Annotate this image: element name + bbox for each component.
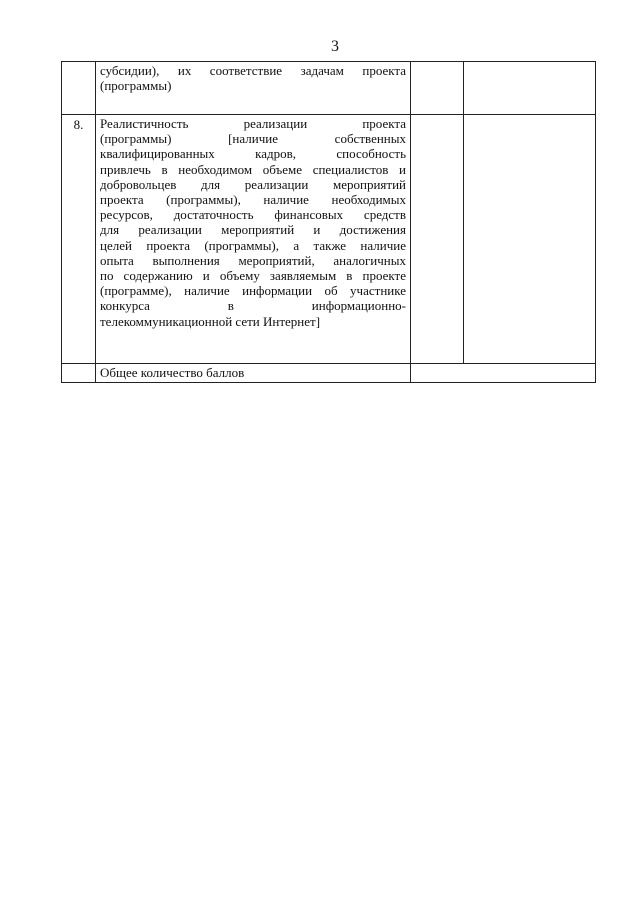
criterion-description-cell (96, 62, 411, 115)
criterion-text-line: ресурсов, достаточность финансовых средств (100, 207, 406, 223)
comment-cell (464, 115, 596, 364)
criterion-text-line: опыта выполнения мероприятий, аналогичных (100, 252, 406, 268)
table-row-8 (62, 115, 596, 364)
criterion-text-line: (программы) [наличие собственных (100, 131, 406, 147)
total-label-cell (96, 364, 411, 383)
criterion-text-line: добровольцев для реализации мероприятий (100, 176, 406, 192)
criterion-text-line: квалифицированных кадров, способность (100, 146, 406, 162)
criterion-text-line: целей проекта (программы), а также наличие (100, 237, 406, 253)
row-number-cell (62, 62, 96, 115)
criterion-text-line: по содержанию и объему заявляемым в проекте (100, 268, 406, 284)
criteria-table (61, 61, 596, 383)
table-row-total (62, 364, 596, 383)
row-number-cell: 8. (62, 115, 96, 364)
row-number-cell (62, 364, 96, 383)
table-row-continued (62, 62, 596, 115)
comment-cell (464, 62, 596, 115)
criterion-text-line: субсидии), их соответствие задачам проекта (100, 63, 406, 78)
criterion-text-line: привлечь в необходимом объеме специалистов и (100, 161, 406, 177)
score-cell (411, 62, 464, 115)
total-label: Общее количество баллов (100, 365, 245, 380)
criterion-text-line: конкурса в информационно- (100, 298, 406, 314)
criterion-description-cell (96, 115, 411, 364)
page-number: 3 (331, 38, 339, 55)
criterion-text-line: для реализации мероприятий и достижения (100, 222, 406, 238)
criterion-text-line: (программы) (100, 78, 172, 94)
criterion-text-line: (программе), наличие информации об участнике (100, 283, 406, 299)
score-cell (411, 115, 464, 364)
total-score-cell (411, 364, 596, 383)
criterion-text-line: Реалистичность реализации проекта (100, 116, 406, 131)
criterion-text-line: проекта (программы), наличие необходимых (100, 192, 406, 208)
criterion-text-line: телекоммуникационной сети Интернет] (100, 313, 321, 329)
